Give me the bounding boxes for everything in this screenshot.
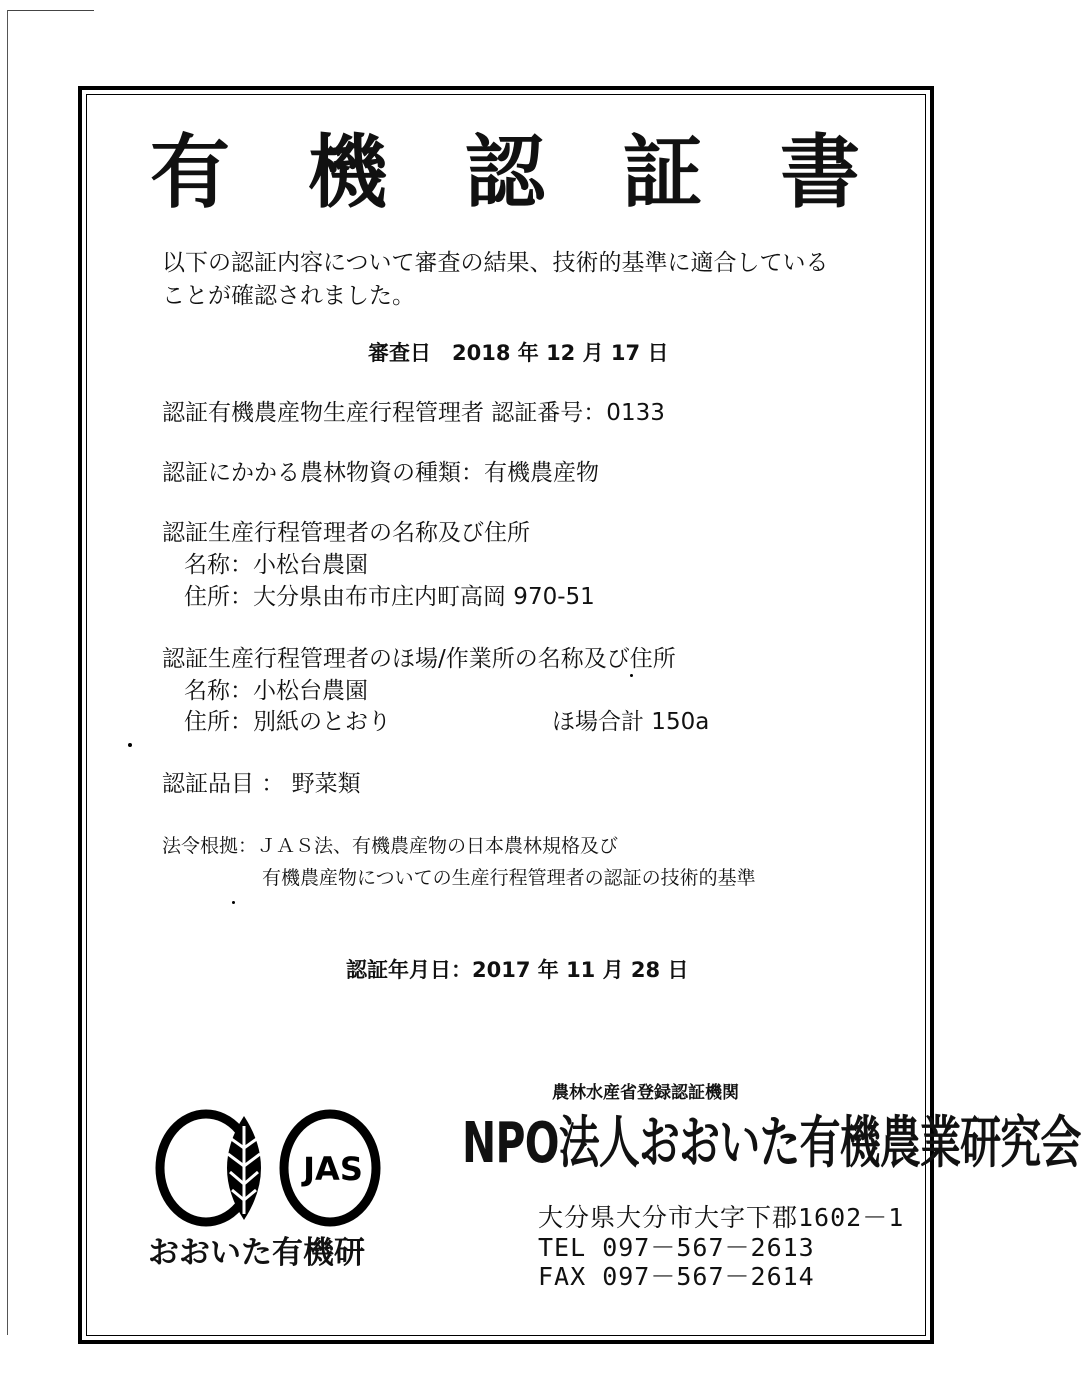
field-total-area: ほ場合計 150a bbox=[552, 709, 710, 735]
intro-text-line2: ことが確認されました。 bbox=[162, 283, 415, 309]
intro-text-line1: 以下の認証内容について審査の結果、技術的基準に適合している bbox=[162, 250, 829, 276]
title-char: 有 bbox=[150, 126, 230, 219]
legal-basis-line1: 法令根拠：ＪＡＳ法、有機農産物の日本農林規格及び bbox=[162, 835, 619, 857]
operator-certification-number: 認証有機農産物生産行程管理者 認証番号：0133 bbox=[162, 400, 665, 426]
legal-basis-line2: 有機農産物についての生産行程管理者の認証の技術的基準 bbox=[262, 867, 756, 889]
scan-edge bbox=[7, 10, 8, 1335]
issuer-address: 大分県大分市大字下郡1602－1 bbox=[538, 1203, 905, 1232]
organic-jas-logo bbox=[152, 1104, 384, 1232]
document-title bbox=[150, 128, 860, 218]
issuer-registration: 農林水産省登録認証機関 bbox=[552, 1083, 739, 1103]
scan-speck bbox=[128, 743, 132, 747]
field-address: 住所：別紙のとおり bbox=[184, 709, 391, 735]
field-section-heading: 認証生産行程管理者のほ場/作業所の名称及び住所 bbox=[162, 646, 676, 672]
issuer-tel: TEL 097－567－2613 bbox=[538, 1233, 815, 1262]
material-type: 認証にかかる農林物資の種類：有機農産物 bbox=[162, 460, 599, 486]
title-char: 証 bbox=[622, 126, 703, 219]
title-char: 書 bbox=[780, 126, 860, 219]
certification-date: 認証年月日：2017 年 11 月 28 日 bbox=[346, 958, 689, 982]
scan-speck bbox=[232, 901, 235, 904]
operator-address: 住所：大分県由布市庄内町高岡 970-51 bbox=[184, 584, 595, 610]
scan-speck bbox=[630, 674, 633, 677]
title-char: 機 bbox=[307, 126, 388, 219]
scan-edge bbox=[8, 10, 94, 11]
title-char: 認 bbox=[465, 126, 545, 219]
operator-name: 名称：小松台農園 bbox=[184, 552, 368, 578]
issuer-fax: FAX 097－567－2614 bbox=[538, 1262, 815, 1291]
field-name: 名称：小松台農園 bbox=[184, 678, 368, 704]
jas-mark-text: JAS bbox=[303, 1150, 363, 1188]
review-date: 審査日 2018 年 12 月 17 日 bbox=[368, 341, 669, 365]
operator-section-heading: 認証生産行程管理者の名称及び住所 bbox=[162, 520, 530, 546]
issuer-name: NPO法人おおいた有機農業研究会 bbox=[462, 1111, 1081, 1176]
certified-items: 認証品目 ： 野菜類 bbox=[162, 771, 361, 797]
logo-caption: おおいた有機研 bbox=[148, 1235, 365, 1271]
